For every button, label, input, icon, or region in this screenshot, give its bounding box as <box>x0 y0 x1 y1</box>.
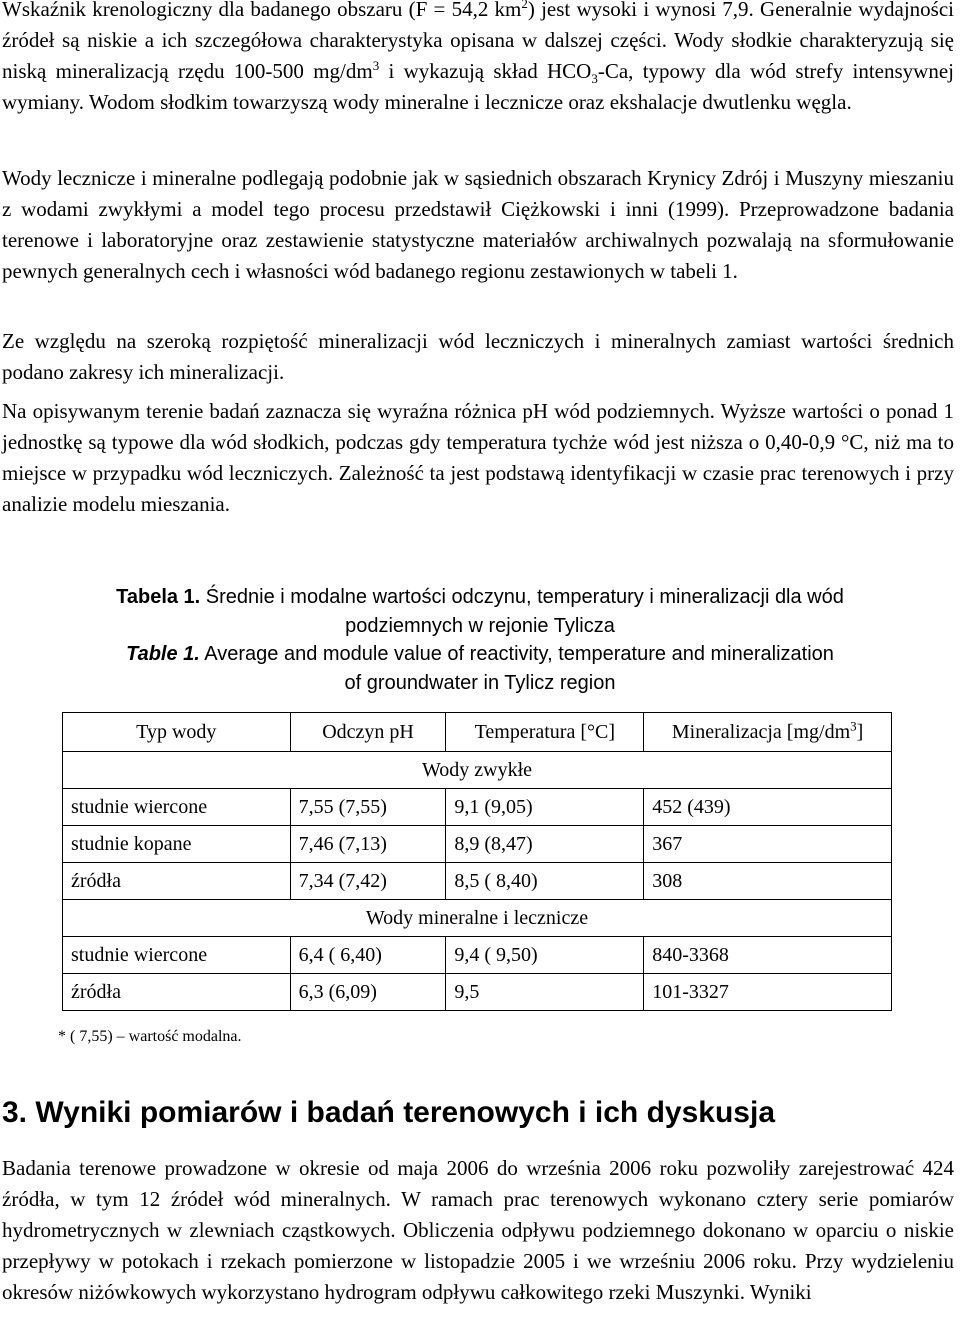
table-cell: 840-3368 <box>644 937 892 974</box>
table-caption-pl-line2: podziemnych w rejonie Tylicza <box>345 615 615 637</box>
table-cell: 308 <box>644 863 892 900</box>
table-footnote: * ( 7,55) – wartość modalna. <box>58 1028 242 1045</box>
header-mineralizacja <box>644 713 892 752</box>
paragraph-1-text-d: -Ca, typowy dla wód strefy intensywnej wymiany. Wodom słodkim towarzyszą wody mineralne i lecznicze oraz ekshalacje dwutlenku węgla. <box>2 59 954 114</box>
header-odczyn-ph: Odczyn pH <box>290 713 446 752</box>
header-mineralizacja-sup: 3 <box>850 717 857 733</box>
paragraph-1-text-b: ) jest wysoki i wynosi 7,9. Generalnie wydajności źródeł są niskie a ich szczegółowa charakterystyka opisana w dalszej części. Wody słodkie charakteryzują się niską mineralizacją rzędu 100-500 mg/dm <box>2 0 954 83</box>
table-row <box>63 789 892 826</box>
paragraph-1-text-a: Wskaźnik krenologiczny dla badanego obszaru (F = 54,2 km <box>2 0 522 21</box>
table-cell: 8,5 ( 8,40) <box>446 863 644 900</box>
table-cell: 8,9 (8,47) <box>446 826 644 863</box>
table-cell: źródła <box>63 974 291 1011</box>
group-wody-zwykle: Wody zwykłe <box>63 752 892 789</box>
table-cell: 9,4 ( 9,50) <box>446 937 644 974</box>
header-mineralizacja-close: ] <box>856 720 864 743</box>
paragraph-4: Na opisywanym terenie badań zaznacza się wyraźna różnica pH wód podziemnych. Wyższe wartości o ponad 1 jednostkę są typowe dla wód słodkich, podczas gdy temperatura tychże wód jest niższa o 0,40-0,9 °C, niż ma to miejsce w przypadku wód leczniczych. Zależność ta jest podstawą identyfikacji w czasie prac terenowych i przy analizie modelu mieszania. <box>2 399 954 516</box>
table-row <box>63 937 892 974</box>
table-cell: studnie wiercone <box>63 937 291 974</box>
paragraph-2: Wody lecznicze i mineralne podlegają podobnie jak w sąsiednich obszarach Krynicy Zdrój i Muszyny mieszaniu z wodami zwykłymi a model tego procesu przedstawił Ciężkowski i inni (1999). Przeprowadzone badania terenowe i laboratoryjne oraz zestawienie statystyczne materiałów archiwalnych pozwalają na sformułowanie pewnych generalnych cech i własności wód badanego regionu zestawionych w tabeli 1. <box>2 166 954 283</box>
table-cell: 101-3327 <box>644 974 892 1011</box>
caption-pl-text: Średnie i modalne wartości odczynu, temperatury i mineralizacji dla wód <box>200 586 844 608</box>
paragraph-3: Ze względu na szeroką rozpiętość mineralizacji wód leczniczych i mineralnych zamiast wartości średnich podano zakresy ich mineralizacji. <box>2 329 954 384</box>
table-cell: 6,3 (6,09) <box>290 974 446 1011</box>
table-cell: 7,46 (7,13) <box>290 826 446 863</box>
table-header-row <box>63 713 892 752</box>
superscript-dm3: 3 <box>372 58 380 73</box>
table-cell: 452 (439) <box>644 789 892 826</box>
table-cell: 7,34 (7,42) <box>290 863 446 900</box>
table-group-row <box>63 752 892 789</box>
subscript-hco3: 3 <box>591 71 598 87</box>
caption-pl-label: Tabela 1. <box>116 586 201 608</box>
paragraph-1 <box>2 0 954 118</box>
group-wody-mineralne: Wody mineralne i lecznicze <box>63 900 892 937</box>
table-caption-pl <box>0 583 960 612</box>
section-paragraph: Badania terenowe prowadzone w okresie od maja 2006 do września 2006 roku pozwoliły zarejestrować 424 źródła, w tym 12 źródeł wód mineralnych. W ramach prac terenowych wykonano cztery serie pomiarów hydrometrycznych w zlewniach cząstkowych. Obliczenia odpływu podziemnego dokonano w oparciu o niskie przepływy w potokach i rzekach pomierzone w listopadzie 2005 i we wrześniu 2006 roku. Przy wydzieleniu okresów niżówkowych wykorzystano hydrogram odpływu całkowitego rzeki Muszynki. Wyniki <box>2 1156 954 1304</box>
paragraph-1-text-c: i wykazują skład HCO <box>379 59 592 83</box>
section-heading: 3. Wyniki pomiarów i badań terenowych i ich dyskusja <box>2 1096 775 1129</box>
table-cell: 6,4 ( 6,40) <box>290 937 446 974</box>
table-cell: 9,1 (9,05) <box>446 789 644 826</box>
caption-en-text: Average and module value of reactivity, temperature and mineralization <box>199 643 834 665</box>
table-row <box>63 974 892 1011</box>
superscript-km2: 2 <box>521 0 528 11</box>
table-cell: studnie kopane <box>63 826 291 863</box>
table-group-row <box>63 900 892 937</box>
table-row <box>63 863 892 900</box>
table-cell: 367 <box>644 826 892 863</box>
table-row <box>63 826 892 863</box>
caption-en-label: Table 1. <box>126 643 200 665</box>
table-cell: 9,5 <box>446 974 644 1011</box>
header-typ-wody: Typ wody <box>63 713 291 752</box>
table-caption-en-line2: of groundwater in Tylicz region <box>344 672 616 694</box>
table-cell: 7,55 (7,55) <box>290 789 446 826</box>
header-temperatura: Temperatura [°C] <box>446 713 644 752</box>
table-caption-en <box>0 640 960 669</box>
table-cell: studnie wiercone <box>63 789 291 826</box>
data-table <box>62 712 892 1011</box>
table-cell: źródła <box>63 863 291 900</box>
header-mineralizacja-text: Mineralizacja [mg/dm <box>671 720 851 743</box>
